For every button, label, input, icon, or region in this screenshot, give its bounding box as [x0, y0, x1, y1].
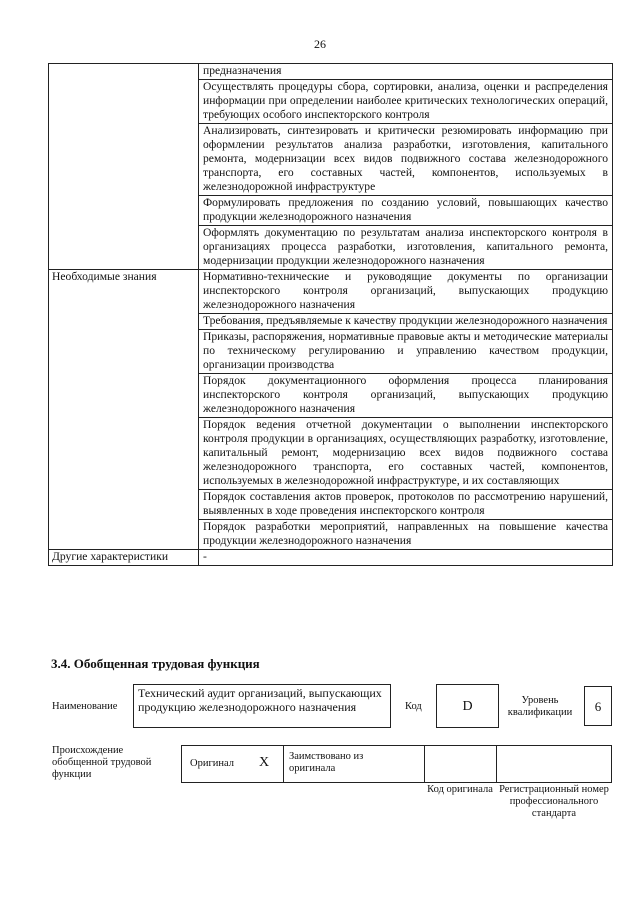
row-content: - [199, 550, 613, 566]
row-label: Необходимые знания [49, 270, 199, 550]
function-name-value: Технический аудит организаций, выпускающих продукцию железнодорожного назначения [138, 686, 382, 714]
table-row [49, 270, 613, 314]
origin-label: Происхождение обобщенной трудовой функции [52, 745, 152, 780]
original-mark: X [259, 755, 270, 770]
code-value: D [462, 699, 473, 714]
code-label: Код [405, 701, 422, 712]
row-content: предназначения [199, 64, 613, 80]
row-label: Другие характеристики [49, 550, 199, 566]
row-content: Осуществлять процедуры сбора, сортировки, анализа, оценки и распределения информации при определении наиболее критических технологических операций, требующих особого инспекторского контроля [199, 80, 613, 124]
row-content: Требования, предъявляемые к качеству продукции железнодорожного назначения [199, 314, 613, 330]
row-content: Порядок документационного оформления процесса планирования инспекторского контроля организаций, выпускающих продукцию железнодорожного назначения [199, 374, 613, 418]
row-content: Формулировать предложения по созданию условий, повышающих качество продукции железнодорожного назначения [199, 196, 613, 226]
borrowed-label: Заимствовано из оригинала [289, 751, 364, 774]
section-heading: 3.4. Обобщенная трудовая функция [51, 656, 260, 671]
original-label: Оригинал [190, 758, 234, 769]
function-name-box [133, 684, 391, 728]
row-content: Порядок разработки мероприятий, направленных на повышение качества продукции железнодорожного назначения [199, 520, 613, 550]
row-content: Оформлять документацию по результатам анализа инспекторского контроля в организациях процесса разработки, изготовления, капитального ремонта, модернизации продукции железнодорожного назначения [199, 226, 613, 270]
table-row [49, 64, 613, 80]
row-content: Нормативно-технические и руководящие документы по организации инспекторского контроля организаций, выпускающих продукцию железнодорожного назначения [199, 270, 613, 314]
code-value-box [436, 684, 499, 728]
table-row [49, 550, 613, 566]
original-code-caption: Код оригинала [427, 784, 493, 795]
original-code-cell [425, 746, 497, 782]
level-value-box [584, 686, 612, 726]
row-content: Порядок ведения отчетной документации о выполнении инспекторского контроля продукции в организациях, осуществляющих разработку, изготовление, капитальный ремонт, модернизацию всех видов подвижного состава железнодорожного транспорта, его составных частей, компонентов, используемых в железнодорожной инфраструктуре, и их составляющих [199, 418, 613, 490]
level-label: Уровень квалификации [507, 695, 573, 718]
name-label: Наименование [52, 701, 118, 712]
reg-number-cell [496, 746, 611, 782]
origin-row [181, 745, 612, 783]
row-label [49, 64, 199, 270]
row-content: Порядок составления актов проверок, протоколов по рассмотрению нарушений, выявленных в ходе проведения инспекторского контроля [199, 490, 613, 520]
reg-number-caption: Регистрационный номер профессионального стандарта [499, 784, 609, 819]
page-number: 26 [314, 37, 326, 51]
skills-knowledge-table [48, 63, 613, 566]
borrowed-cell [283, 746, 425, 782]
original-cell [182, 746, 284, 782]
row-content: Анализировать, синтезировать и критически резюмировать информацию при оформлении результатов анализа разработки, изготовления, капитального ремонта, модернизации всех видов подвижного состава железнодорожного транспорта, его составных частей, компонентов, используемых в железнодорожной инфраструктуре [199, 124, 613, 196]
level-value: 6 [594, 699, 602, 714]
row-content: Приказы, распоряжения, нормативные правовые акты и методические материалы по техническому регулированию и управлению качеством продукции, организации производства [199, 330, 613, 374]
